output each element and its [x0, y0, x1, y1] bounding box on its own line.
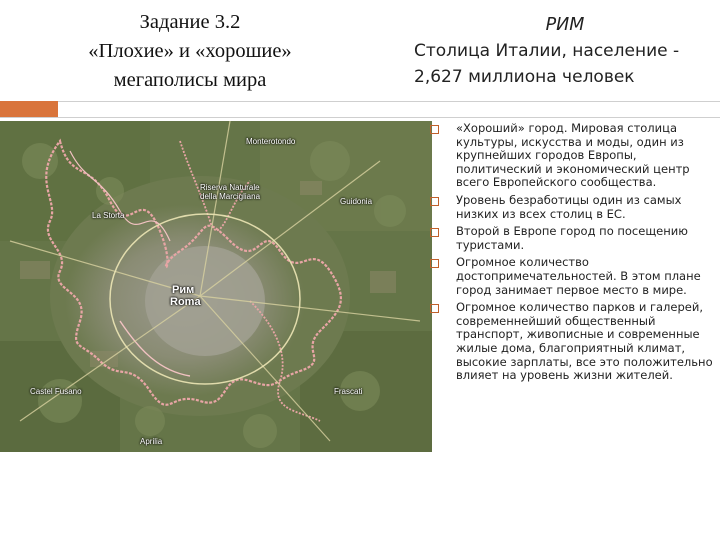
accent-bar — [0, 101, 58, 117]
map-label-rome-ru: Рим — [172, 284, 195, 296]
map-label-reserve: Riserva Naturale della Marcigliana — [200, 183, 261, 201]
hollow-square-icon — [430, 228, 439, 237]
slide-title-right — [400, 12, 720, 90]
hollow-square-icon — [430, 259, 439, 268]
bullet-text: Огромное количество парков и галерей, современнейший общественный транспорт, живописные и современные жилые дома, благоприятный климат, высокие зарплаты, все это положительно влияет на уровень жизни жителей. — [456, 300, 713, 383]
map-terrain — [0, 121, 432, 452]
map-label-aprilia: Aprilia — [140, 437, 163, 446]
hollow-square-icon — [430, 125, 439, 134]
bullet-item — [430, 225, 715, 252]
city-subtitle-line-2: 2,627 миллиона человек — [414, 67, 635, 87]
hollow-square-icon — [430, 197, 439, 206]
city-name: РИМ — [545, 15, 585, 35]
bullet-text: Огромное количество достопримечательностей. В этом плане город занимает первое место в мире. — [456, 255, 701, 297]
map-label-rome: Roma — [170, 296, 201, 308]
task-heading-line-2: мегаполисы мира — [113, 69, 267, 91]
divider-bottom — [0, 117, 720, 118]
bullet-list — [430, 122, 715, 387]
city-subtitle-line-1: Столица Италии, население - — [414, 41, 680, 61]
task-number: Задание 3.2 — [139, 11, 241, 33]
hollow-square-icon — [430, 304, 439, 313]
bullet-text: Второй в Европе город по посещению туристами. — [456, 224, 688, 252]
bullet-item — [430, 122, 715, 190]
map-label-monterotondo: Monterotondo — [246, 137, 296, 146]
satellite-map-of-rome — [0, 121, 432, 452]
bullet-item — [430, 301, 715, 383]
divider-top — [58, 101, 720, 102]
map-label-la-storta: La Storta — [92, 211, 125, 220]
map-label-guidonia: Guidonia — [340, 197, 373, 206]
bullet-item — [430, 194, 715, 221]
bullet-text: Уровень безработицы один из самых низких из всех столиц в ЕС. — [456, 192, 682, 221]
map-label-frascati: Frascati — [334, 387, 363, 396]
task-heading-line-1: «Плохие» и «хорошие» — [88, 40, 292, 62]
map-label-castel-fusano: Castel Fusano — [30, 387, 82, 396]
slide-title-left — [40, 8, 340, 95]
bullet-text: «Хороший» город. Мировая столица культуры, искусства и моды, один из крупнейших городов Европы, политический и экономический центр всего Европейского сообщества. — [456, 121, 690, 190]
bullet-item — [430, 256, 715, 297]
